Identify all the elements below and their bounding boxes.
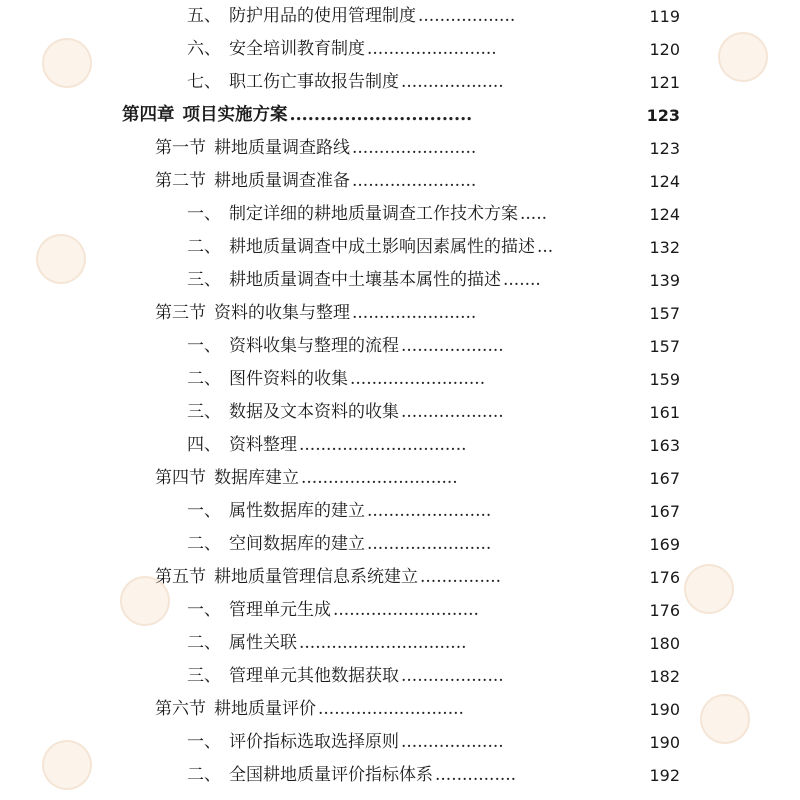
entry-title: 管理单元其他数据获取: [229, 666, 399, 686]
leader-dots: .......................: [352, 171, 477, 191]
leader-dots: ...............................: [299, 435, 467, 455]
entry-number: 四、: [187, 435, 221, 455]
leader-dots: .........................: [350, 369, 486, 389]
toc-entry: [0, 396, 800, 429]
entry-page: 123: [646, 106, 680, 125]
entry-title: 耕地质量调查路线: [214, 138, 350, 158]
toc-entry: [0, 759, 800, 792]
entry-title: 全国耕地质量评价指标体系: [229, 765, 433, 785]
entry-title: 制定详细的耕地质量调查工作技术方案: [229, 204, 518, 224]
leader-dots: .......................: [352, 303, 477, 323]
entry-page: 169: [649, 535, 680, 554]
entry-page: 192: [649, 766, 680, 785]
entry-number: 第五节: [155, 567, 206, 587]
entry-title: 耕地质量调查准备: [214, 171, 350, 191]
leader-dots: ...................: [401, 666, 504, 686]
entry-page: 176: [649, 568, 680, 587]
entry-page: 161: [649, 403, 680, 422]
entry-number: 第一节: [155, 138, 206, 158]
entry-title: 耕地质量评价: [214, 699, 316, 719]
leader-dots: ...............: [435, 765, 517, 785]
entry-number: 二、: [187, 633, 221, 653]
toc-entry: [0, 66, 800, 99]
toc-section-entry: [0, 132, 800, 165]
entry-title: 耕地质量调查中成土影响因素属性的描述: [229, 237, 535, 257]
entry-title: 资料收集与整理的流程: [229, 336, 399, 356]
entry-page: 182: [649, 667, 680, 686]
entry-number: 第三节: [155, 303, 206, 323]
entry-page: 190: [649, 733, 680, 752]
entry-title: 属性数据库的建立: [229, 501, 365, 521]
entry-title: 属性关联: [229, 633, 297, 653]
leader-dots: ...................: [401, 732, 504, 752]
toc-section-entry: [0, 165, 800, 198]
entry-title: 评价指标选取选择原则: [229, 732, 399, 752]
entry-page: 180: [649, 634, 680, 653]
entry-number: 一、: [187, 204, 221, 224]
leader-dots: .......: [503, 270, 541, 290]
entry-number: 第四节: [155, 468, 206, 488]
entry-number: 第四章: [122, 105, 175, 125]
entry-number: 六、: [187, 39, 221, 59]
toc-entry: [0, 264, 800, 297]
leader-dots: ........................: [367, 39, 497, 59]
entry-number: 五、: [187, 6, 221, 26]
toc-entry: [0, 198, 800, 231]
entry-number: 一、: [187, 732, 221, 752]
entry-page: 163: [649, 436, 680, 455]
entry-page: 167: [649, 469, 680, 488]
entry-title: 空间数据库的建立: [229, 534, 365, 554]
entry-page: 121: [649, 73, 680, 92]
entry-page: 132: [649, 238, 680, 257]
toc-entry: [0, 330, 800, 363]
leader-dots: .......................: [367, 501, 492, 521]
entry-title: 数据及文本资料的收集: [229, 402, 399, 422]
leader-dots: ...........................: [318, 699, 464, 719]
entry-page: 159: [649, 370, 680, 389]
entry-page: 119: [649, 7, 680, 26]
entry-page: 124: [649, 172, 680, 191]
entry-page: 190: [649, 700, 680, 719]
entry-title: 项目实施方案: [182, 105, 288, 125]
entry-title: 耕地质量调查中土壤基本属性的描述: [229, 270, 501, 290]
entry-page: 167: [649, 502, 680, 521]
leader-dots: ...........................: [333, 600, 479, 620]
entry-title: 安全培训教育制度: [229, 39, 365, 59]
toc-entry: [0, 627, 800, 660]
entry-title: 图件资料的收集: [229, 369, 348, 389]
leader-dots: ...................: [401, 402, 504, 422]
entry-title: 职工伤亡事故报告制度: [229, 72, 399, 92]
entry-page: 157: [649, 304, 680, 323]
leader-dots: ...................: [401, 336, 504, 356]
leader-dots: .......................: [367, 534, 492, 554]
leader-dots: .....: [520, 204, 548, 224]
entry-number: 二、: [187, 534, 221, 554]
leader-dots: ..................: [418, 6, 516, 26]
leader-dots: .............................: [301, 468, 458, 488]
toc-chapter-entry: [0, 99, 800, 132]
toc-entry: [0, 363, 800, 396]
entry-number: 二、: [187, 369, 221, 389]
leader-dots: .......................: [352, 138, 477, 158]
toc-section-entry: [0, 693, 800, 726]
entry-number: 七、: [187, 72, 221, 92]
toc-entry: [0, 429, 800, 462]
entry-number: 第六节: [155, 699, 206, 719]
toc-section-entry: [0, 297, 800, 330]
entry-page: 120: [649, 40, 680, 59]
toc-entry: [0, 231, 800, 264]
entry-number: 三、: [187, 270, 221, 290]
toc-section-entry: [0, 561, 800, 594]
entry-number: 三、: [187, 402, 221, 422]
entry-number: 二、: [187, 765, 221, 785]
toc-entry: [0, 528, 800, 561]
leader-dots: ...............: [420, 567, 502, 587]
entry-title: 资料整理: [229, 435, 297, 455]
entry-page: 139: [649, 271, 680, 290]
entry-title: 资料的收集与整理: [214, 303, 350, 323]
entry-number: 一、: [187, 600, 221, 620]
entry-page: 176: [649, 601, 680, 620]
entry-page: 124: [649, 205, 680, 224]
leader-dots: ...: [537, 237, 554, 257]
leader-dots: ...............................: [299, 633, 467, 653]
entry-title: 数据库建立: [214, 468, 299, 488]
entry-number: 三、: [187, 666, 221, 686]
toc-entry: [0, 594, 800, 627]
toc-entry: [0, 33, 800, 66]
entry-number: 一、: [187, 336, 221, 356]
entry-page: 157: [649, 337, 680, 356]
toc-section-entry: [0, 462, 800, 495]
entry-title: 管理单元生成: [229, 600, 331, 620]
toc-entry: [0, 0, 800, 33]
toc-entry: [0, 726, 800, 759]
leader-dots: ...................: [401, 72, 504, 92]
toc-entry: [0, 660, 800, 693]
entry-number: 二、: [187, 237, 221, 257]
entry-page: 123: [649, 139, 680, 158]
entry-title: 防护用品的使用管理制度: [229, 6, 416, 26]
leader-dots: ..............................: [289, 105, 473, 125]
entry-number: 第二节: [155, 171, 206, 191]
entry-title: 耕地质量管理信息系统建立: [214, 567, 418, 587]
toc-entry: [0, 495, 800, 528]
entry-number: 一、: [187, 501, 221, 521]
